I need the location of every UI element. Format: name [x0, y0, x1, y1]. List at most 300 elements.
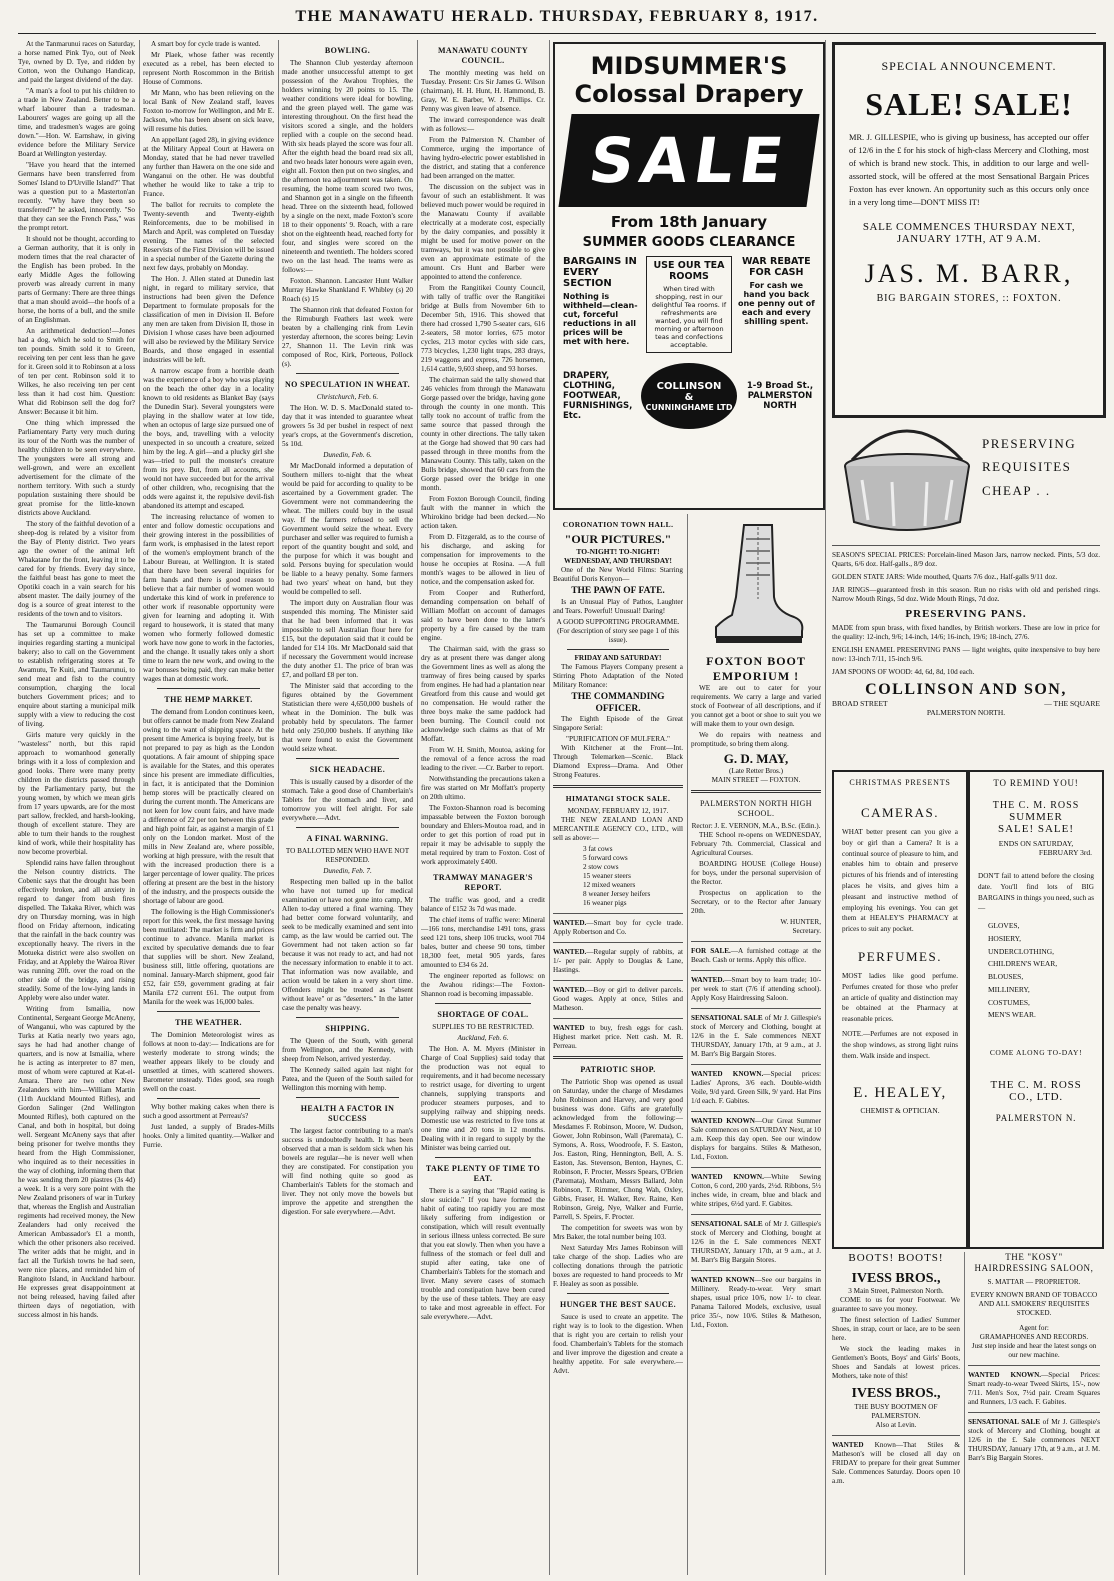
showing-days: WEDNESDAY, AND THURSDAY! [564, 556, 672, 565]
advert-headline: MIDSUMMER'S [590, 52, 788, 80]
article-paragraph: A smart boy for cycle trade is wanted. [151, 40, 261, 48]
column-rule [139, 40, 140, 1575]
divider [553, 980, 683, 981]
column-rule [549, 40, 550, 1575]
ad-lead: SENSATIONAL SALE [691, 1014, 763, 1023]
article-paragraph: Is an Unusual Play of Pathos, Laughter and Tears. Powerful! Unusual! Daring! [553, 597, 683, 615]
store-name: THE C. M. ROSS [992, 800, 1080, 811]
signature-name: W. HUNTER, [780, 918, 821, 927]
article-paragraph: One of the New World Films: Starring Beautiful Doris Kenyon— [553, 565, 683, 583]
classified-ad [553, 948, 683, 975]
store-tagline: THE BUSY BOOTMEN OF PALMERSTON. [854, 1402, 938, 1420]
divider [296, 758, 399, 759]
ross-item: CHILDREN'S WEAR, [988, 959, 1058, 969]
cameras-heading: CAMERAS. [860, 805, 940, 820]
ad-lead: WANTED. [553, 947, 587, 956]
divider [296, 1097, 399, 1098]
ivess-advert [832, 1252, 960, 1575]
article-paragraph: Respecting men balled up in the ballot who have not turned up for medical examination or have not gone into camp, Mr Allen to-day uttered a final warning. They had better come forward voluntarily, and seek to be medically examined and sent into camp, as the law would be carried out. The Government had not taken action so far because it was not ready to act, and had not the necessary information to enable it to act. That information was now available, and action would be taken in a very short time. Offenders might be treated as "absent without leave" or as "deserters." In the latter case the penalty was heavy. [282, 878, 413, 1012]
story-note: (For description of story see page 1 of this issue). [557, 626, 679, 644]
article-paragraph: Mr Plaek, whose father was recently executed as a rebel, has been elected to represent North Roscommon in the British House of Commons. [143, 51, 274, 86]
stock-item: 16 weaner pigs [583, 898, 627, 907]
article-paragraph: BOARDING HOUSE (College House) for boys, under the personal supervision of the Rector. [691, 860, 821, 887]
article-paragraph: At the Tanmarunui races on Saturday, a horse named Pink Tyo, out of Neek Tye, owned by D. Tye, and ridden by Cotton, won the Ouhango Handicap, and paid the largest dividend of the day. [18, 40, 135, 84]
article-paragraph: Sauce is used to create an appetite. The right way is to look to the digestion. When that is right you are certain to relish your food. Chamberlain's Tablets for the stomach and liver improve the digestion and create a healthy appetite. For sale everywhere.—Advt. [553, 1312, 683, 1375]
boots-heading: BOOTS! BOOTS! [848, 1252, 944, 1264]
divider [691, 1064, 821, 1065]
article-paragraph: From D. Fitzgerald, as to the course of his discharge, and asking for compensation for improvements to the house he occupies at Rosina. —A full month's wages to be allowed in lieu of notice, and the compensation asked for. [421, 533, 545, 586]
logo-text: CUNNINGHAME LTD [645, 402, 733, 412]
classified-ad [691, 1117, 821, 1162]
bargains-text: Nothing is withheld—clean-cut, forceful reductions in all prices will be met with here. [563, 292, 638, 346]
article-paragraph: The chairman said the tally showed that 246 vehicles from through the Manawatu Gorge passed over the bridge, having gone through the county in one month. This tally took no account of traffic from the same source that passed through the county in other directions. The tally taken at the Gorge had showed that 90 cars had passed through in three months from the Manawatu County. This tally, taken on the Bulls bridge, showed that 60 cars from the Gorge passed over the bridge in one month. [421, 376, 545, 492]
store-address: 3 Main Street, Palmerston North. [848, 1287, 944, 1296]
advert-footer [555, 353, 823, 429]
article-paragraph: We stock the leading makes in Gentlemen's Boots, Boys' and Girls' Boots, Shoes and Sandals at lowest prices. Mothers, take note of this! [832, 1345, 960, 1381]
article-paragraph: The largest factor contributing to a man's success is undoubtedly health. It has been observed that a man is seldom sick when his bowels are regular—he is never well when they are constipated. For constipation you will find nothing quite so good as Chamberlain's Tablets for the stomach and liver. They not only move the bowels but improve the appetite and strengthen the digestion. For sale everywhere.—Advt. [282, 1127, 413, 1216]
tea-rooms-text: When tired with shopping, rest in our delightful Tea rooms. If refreshments are wanted, you will find morning or afternoon teas and confections acceptable. [651, 285, 727, 349]
hunger-heading: HUNGER THE BEST SAUCE. [559, 1299, 677, 1309]
gramaphones: GRAMAPHONES AND RECORDS. [979, 1332, 1089, 1341]
article-paragraph: The import duty on Australian flour was suspended this morning. The Minister said that he had been informed that it was impossible to sell Australian flour here for £15, but the deputation said that it could be landed for £14 10s. Mr MacDonald said that if necessary the Government would increase the duty another £1. The price of bran was £7, and pollard £8 per ton. [282, 599, 413, 679]
healey-advert [832, 770, 968, 1249]
divider [691, 970, 821, 971]
preserving-advert [832, 420, 1100, 758]
boot-emporium-heading: FOXTON BOOT EMPORIUM ! [706, 654, 806, 683]
our-pictures-title: "OUR PICTURES." [564, 532, 672, 547]
article-paragraph: The Eighth Episode of the Great Singapore Serial: [553, 715, 683, 733]
company-town: PALMERSTON N. [995, 1113, 1077, 1124]
ross-item-list [988, 920, 1102, 1022]
stock-item: 12 mixed weaners [583, 880, 636, 889]
ross-advert [968, 770, 1104, 1249]
divider [157, 1011, 260, 1012]
article-paragraph: A narrow escape from a horrible death was the experience of a boy who was playing on the beach the other day in a locality known to old residents as Blanket Bay (says the Dunedin Star). Several youngsters were playing in the shallow water at low tide, when an octopus of large size pursued one of the boys, and, travelling with a velocity unexpected in so uncouth a creature, seized him by the leg. A girl—and a plucky girl she was—tried to pull the monster's creature from its prey. But, from all accounts, she would not have succeeded but for the arrival of other children, who, recognising that the odds were against it, the repulsive devil-fish abandoned its attempt and escaped. [143, 367, 274, 510]
shop-sub: (Late Retter Bros.) [728, 767, 784, 776]
divider [567, 649, 669, 650]
article-paragraph: The monthly meeting was held on Tuesday. Present: Crs Sir James G. Wilson (chairman), H. H. Hunt, H. Hammond, B. Gray, W. E. Barber, W. J. Phillips. Cr. Penny was given leave of absence. [421, 69, 545, 113]
shipping-heading: SHIPPING. [325, 1024, 370, 1033]
divider [691, 1111, 821, 1112]
hemp-market-heading: THE HEMP MARKET. [164, 695, 253, 704]
divider [553, 785, 683, 788]
perfumes-text: MOST ladies like good perfume. Perfumes created for those who prefer an article of quality and distinction may be obtained at the Pharmacy at reasonable prices. [842, 971, 958, 1024]
store-logo [633, 363, 745, 429]
advert-headline: Colossal Drapery [574, 80, 804, 108]
preserving-top [832, 420, 1100, 540]
classified-ad [553, 919, 683, 937]
article-paragraph: The competition for sweets was won by Mrs Baker, the total number being 103. [553, 1223, 683, 1241]
ad-text: —Our Great Summer Sale commences on SATURDAY Next, at 10 a.m. Keep this day open. See our window displays for bargains. Stiles & Matheson, Ltd., Foxton. [691, 1117, 821, 1162]
dateline: Dunedin, Feb. 7. [323, 867, 372, 875]
divider [691, 941, 821, 942]
bowling-heading: BOWLING. [324, 46, 371, 55]
divider [296, 1017, 399, 1018]
ad-lead: WANTED [553, 1023, 585, 1032]
article-paragraph: From the Rangitikei County Council, with tally of traffic over the Rangitikei bridge at Bulls from November 6th to December 5th, 1916. This showed that there had crossed 1,790 5-seater cars, 616 2-seaters, 58 motor lorries, 675 motor cycles, 213 motor cycles with side cars, 773 bicycles, 1,230 light traps, 283 drays, 219 waggons and express, 726 horsemen, 1,614 cattle, 9,603 sheep, and 93 horses. [421, 284, 545, 373]
stock-item: 5 forward cows [583, 853, 628, 862]
barr-sale-advert [832, 42, 1106, 418]
column-2 [143, 40, 274, 1575]
classified-ad [832, 1441, 960, 1486]
article-paragraph: Writing from Ismailia, now Continental, Sergeant George McAneny, of Wanganui, who was captured by the Turks at Katia nearly two years ago, says he had had another change of quarters, and is now at Ismailia, where he is acting as interpreter to 87 men, most of whom were captured at Kat-el-Amara. There are two other New Zealanders with him—William Martin (11th Auckland Mounted Rifles), and Gordon Salinger (2nd Wellington Mounted Rifles), both captured on the Canal, and both in hospital, but doing well. Sergeant McAneny says that after being prisoner for twelve months they heard from the High Commissioner, who inquired as to their necessities in the way of clothing, informing them that he was sending them 20 piastres (3s 4d) a week. It is a very sore point with the New Zealand prisoners of war in Turkey that, whereas the English and Australian regiments had received money, the New Zealanders had only received the American Ambassador's £1 a month, which the other prisoners also received. The writer adds that he might, and in fact all the Turkish towns he had seen, were nice places, and reminded him of Rangitoto Island, in Auckland harbour. He expresses great disappointment at not being released, having failed after thirteen days of negotiation, with success almost in his hands. [18, 1005, 135, 1319]
ad-text: —See our bargains in Millinery. Ready-to-wear. Very smart shapes, usual price 10/6, now 1/- to clear. Panama Tailored Models, exclusive, usual price 35/-, now 10/6. Stiles & Matheson, Ltd., Foxton. [691, 1276, 821, 1330]
subheading: SUPPLIES TO BE RESTRICTED. [432, 1023, 534, 1031]
classified-ad [691, 1220, 821, 1265]
article-paragraph: "Have you heard that the interned Germans have been transferred from Somes' Island to D'Urville Island?" That was a question put to a Masterton'an recently. "Why have they been so transferred?" he asked, innocently. "So that they can see the French Pass," was the prompt retort. [18, 161, 135, 232]
ad-lead: WANTED KNOWN. [968, 1370, 1042, 1379]
article-paragraph: The Hon. W. D. S. MacDonald stated to-day that it was intended to guarantee wheat growers 5s 3d per bushel in respect of next year's crops, at the Government's discretion, 5s 10d. [282, 404, 413, 448]
ends-line: ENDS ON SATURDAY, [998, 839, 1074, 848]
final-warning-heading: A FINAL WARNING. [306, 834, 389, 843]
article-paragraph: The Kennedy sailed again last night for Patea, and the Queen of the South sailed for Wellington this morning with hemp. [282, 1066, 413, 1092]
ad-lead: FOR SALE. [691, 947, 731, 956]
price-list-item: JAM SPOONS OF WOOD: 4d, 6d, 8d, 10d each. [832, 668, 975, 676]
coronation-heading: CORONATION TOWN HALL. [562, 520, 674, 529]
article-paragraph: The following is the High Commissioner's report for this week, the first message having been mutilated: The market is firm and prices continue to advance. Manila market is excited by speculative demands due to fear that supplies will be short. New Zealand, business still, little offering, quotations are nominal. January-March shipment, good fair £52, fair £59, government grading at fair Manila £72 current £61. The output from Manila for the week was 16,000 bales. [143, 908, 274, 1006]
classified-ad [553, 986, 683, 1013]
ad-lead: SENSATIONAL SALE [968, 1417, 1041, 1426]
ad-text: to buy, fresh eggs for cash. Highest market price. Nett cash. M. R. Perreau. [553, 1023, 683, 1050]
ross-item: UNDERCLOTHING, [988, 946, 1055, 956]
masthead-rule [18, 33, 1096, 34]
coal-heading: SHORTAGE OF COAL. [437, 1010, 529, 1019]
article-paragraph: This is usually caused by a disorder of the stomach. Take a good dose of Chamberlain's Tablets for the stomach and liver, and tomorrow you will feel alright. For sale everywhere.—Advt. [282, 778, 413, 822]
chemist-name: E. HEALEY, [853, 1085, 947, 1102]
ad-text: —Smart boy to learn trade; 10/- per week to start (7/6 if attending school). Apply Kosy Hairdressing Saloon. [691, 976, 821, 1003]
film-title: THE COMMANDING OFFICER. [571, 691, 665, 714]
dateline: Christchurch, Feb. 6. [316, 393, 379, 401]
ad-lead: WANTED KNOWN. [691, 1070, 764, 1079]
article-paragraph: We do repairs with neatness and promptitude, so bring them along. [691, 731, 821, 748]
column-6 [691, 514, 821, 1575]
boot-icon [706, 519, 806, 649]
special-announcement: SPECIAL ANNOUNCEMENT. [881, 59, 1057, 73]
divider [968, 1412, 1100, 1413]
ad-lead: WANTED. [553, 985, 587, 994]
ad-text: —Special prices: Ladies' Aprons, 3/6 each. Double-width Voile, 9/d yard. Green Silk, 9/ yard. Hat Pins 1/d each. F. Gabites. [691, 1070, 821, 1106]
article-paragraph: Next Saturday Mrs James Robinson will take charge of the shop. Ladies who are collecting donations through the patriotic boxes are requested to hand proceeds to Mr F. Healey as soon as possible. [553, 1243, 683, 1288]
divider [691, 1270, 821, 1271]
ad-text: of Mr J. Gillespie's stock of Mercery and Clothing, bought at 12/6 in the £. Sale commences NEXT THURSDAY, January 17th, at 9 a.m., at J. M. Barr's Big Bargain Stores. [691, 1014, 821, 1059]
store-name: IVESS BROS., [851, 1386, 941, 1402]
article-paragraph: The increasing reluctance of women to enter and follow domestic occupations and their growing interest in the possibilities of farm work, is emphasised in the latest report of the women's employment branch of the Labour Bureau, at Wellington. It is stated that there have been several inquiries for farm hands and there is good reason to believe that a fair number of women would undertake this kind of work in preference to other work if reasonable opportunity were given for learning and adopting it. With regard to housework, it is stated that many women who formerly followed domestic work have now gone to work in the factories, and the change. It usually takes only a short time to learn the new work, and owing to the war bonuses being paid, they can make better wages than at domestic work. [143, 513, 274, 683]
stock-item: 15 weaner steers [583, 871, 631, 880]
ad-text: —White Sewing Cotton, 6 cord, 200 yards, 2½d. Ribbons, 5½ inches wide, in cream, blue and black and white stripes, 6½d yard. F. Gabites. [691, 1173, 821, 1209]
ross-item: MILLINERY, [988, 984, 1030, 994]
price-list-item: GOLDEN STATE JARS: Wide mouthed, Quarts 7/6 doz., Half-galls 9/11 doz. [832, 573, 1058, 581]
sale-banner: SALE [558, 114, 819, 207]
ad-text: Known—That Stiles & Matheson's will be closed all day on FRIDAY to prepare for their great Summer Sale. Commences Saturday. Doors open 10 a.m. [832, 1440, 960, 1485]
announcement-text: MR. J. GILLESPIE, who is giving up business, has accepted our offer of 12/6 in the £ for his stock of high-class Mercery and Clothing, most of which is brand new stock. This, in addition to our large and well-assorted stock, will be offered at the most Sensational Bargain Prices Foxton has ever known. An opportunity such as this occurs only once in a very long time—DON'T MISS IT! [849, 133, 1089, 208]
article-paragraph: With Kitchener at the Front—Int. Through Telemarken—Scenic. Black Diamond Express—Drama. And Other Strong Features. [553, 744, 683, 780]
store-name: JAS. M. BARR, [864, 259, 1074, 289]
classified-ad [691, 947, 821, 965]
shop-name: G. D. MAY, [723, 751, 789, 766]
perfumes-heading: PERFUMES. [858, 948, 942, 964]
preserving-title: PRESERVING REQUISITES CHEAP . . [982, 436, 1077, 498]
divider [968, 1365, 1100, 1366]
health-heading: HEALTH A FACTOR IN SUCCESS [300, 1104, 395, 1123]
advert-features [555, 256, 823, 353]
ad-text: —Special Prices: Smart ready-to-wear Tweed Skirts, 15/-, now 7/11. Men's Sox, 7½d pair. Cream Squares and Runners, 1/3 each. F. Gabites. [968, 1370, 1100, 1406]
article-paragraph: There is a saying that "Rapid eating is slow suicide." If you have formed the habit of eating too rapidly you are most likely suffering from indigestion or constipation, which will result eventually in serious illness unless corrected. Be sure that you eat slowly. Then when you have a fullness of the stomach or feel dull and stupid after eating, take one of Chamberlain's Tablets for the stomach and liver. Many severe cases of stomach trouble and constipation have been cured by the use of these tablets. They are easy to take and most agreeable in effect. For sale everywhere.—Advt. [421, 1187, 545, 1321]
ross-item: COSTUMES, [988, 997, 1030, 1007]
chemist-title: CHEMIST & OPTICIAN. [860, 1106, 940, 1116]
column-1 [18, 40, 135, 1575]
ad-text: —A furnished cottage at the Beach. Cash or terms. Apply this office. [691, 947, 821, 965]
article-paragraph: The Queen of the South, with general from Wellington, and the Kennedy, with sheep from Nelson, arrived yesterday. [282, 1037, 413, 1063]
tonight-line: TO-NIGHT! TO-NIGHT! [576, 547, 660, 557]
classified-ad [691, 1014, 821, 1059]
dateline: Auckland, Feb. 6. [457, 1034, 509, 1042]
county-council-heading: MANAWATU COUNTY COUNCIL. [437, 46, 529, 65]
subheading: TO BALLOTED MEN WHO HAVE NOT RESPONDED. [285, 847, 410, 864]
tobacco-line: EVERY KNOWN BRAND OF TOBACCO AND ALL SMOKERS' REQUISITES STOCKED. [970, 1290, 1098, 1317]
divider [553, 1056, 683, 1059]
article-paragraph: The Taumarunui Borough Council has set up a committee to make inquiries regarding starting a municipal bakery; also to call on the Government to establish refrigerating stores at Te Awamutu, Te Kuiti, and Taumarunui, to send meat and fish to the country consumption, charging the local butchers Government prices; and to enquire about starting a municipal milk supply with a view to reducing the cost of living. [18, 621, 135, 728]
store-name: IVESS BROS., [851, 1270, 941, 1286]
column-rule [687, 514, 688, 1575]
address-street: BROAD STREET [832, 699, 888, 708]
latest-songs: Just step inside and hear the latest songs on our new machine. [971, 1341, 1097, 1359]
price-list-item: MADE from spun brass, with fixed handles, by British workers. These are low in price for the quality: 12-inch, 9/6; 14-inch, 14/6; 16-inch, 19/6; 18-inch, 27/6. [832, 624, 1100, 641]
ends-date: FEBRUARY 3rd. [1038, 848, 1092, 857]
sale-commences: SALE COMMENCES THURSDAY NEXT, JANUARY 17TH, AT 9 A.M. [862, 221, 1076, 246]
divider [832, 545, 1100, 546]
summer-line: SUMMER [1009, 811, 1063, 823]
divider [296, 373, 399, 374]
article-paragraph: The Famous Players Company present a Stirring Photo Adaptation of the Noted Military Romance: [553, 662, 683, 689]
classified-ad [691, 1276, 821, 1330]
column-5 [553, 514, 683, 1575]
ad-text: of Mr J. Gillespie's stock of Mercery and Clothing, bought at 12/6 in the £. Sale commences NEXT THURSDAY, January 17th, at 9 a.m., at J. M. Barr's Big Bargain Stores. [691, 1220, 821, 1265]
column-rule [964, 1252, 965, 1575]
classified-ad [691, 976, 821, 1003]
article-paragraph: From Cooper and Rutherford, demanding compensation on behalf of William Moffatt on account of damages said to have been done to the latter's property by a fire caused by the tram engine. [421, 589, 545, 642]
article-paragraph: The Shannon Club yesterday afternoon made another unsuccessful attempt to get possession of the Awahou Trophies, the holders winning by 20 points to 15. The weather conditions were ideal for bowling, and the green played well. The game was interesting throughout. On the first head the visitors scored a single, and the holders replied with a couple on the second head. With six heads played the score was four all. After the eighth head the board read six all, and two heads later honours were again even, eight all. Foxton then put on two singles, and the afternoon tea adjournment was taken. On resuming, the home team scored two twos, and Shannon got in a single on the fifteenth head. Three on the sixteenth head, followed by a single on the next, made Foxton's score 18 to their opponents' 9. Roach, with a rare shot on the eighteenth head, reached forty for four, and singles were scored on the nineteenth and twentieth. The holders scored two on the last head. The teams were as follows:— [282, 59, 413, 274]
showing-days: FRIDAY AND SATURDAY! [574, 653, 662, 662]
article-paragraph: The inward correspondence was dealt with as follows:— [421, 116, 545, 133]
article-paragraph: The chief items of traffic were: Mineral—166 tons, merchandise 1491 tons, grass seed 121 tons, sheep 106 trucks, wool 704 bales, butter and cheese 90 tons, timber 18,300 feet, metal 905 yards, fares amounted to £34 6s 2d. [421, 916, 545, 969]
ross-text: DON'T fail to attend before the closing date. You'll find lots of BIG BARGAINS in things you need, such as— [978, 872, 1094, 913]
ad-lead: SENSATIONAL SALE [691, 1220, 763, 1229]
article-paragraph: THE NEW ZEALAND LOAN AND MERCANTILE AGENCY CO., LTD., will sell as above:— [553, 815, 683, 842]
stock-item: 3 fat cows [583, 844, 613, 853]
article-paragraph: The Dominion Meteorologist wires as follows at noon to-day:— Indications are for westerly moderate to strong winds; the weather appears likely to be cloudy and unsettled at times, with scattered showers. Barometer unsteady. Tides good, sea rough swell on the coast. [143, 1031, 274, 1093]
column-rule [278, 40, 279, 1575]
ad-text: —Boy or girl to deliver parcels. Good wages. Apply at once, Stiles and Matheson. [553, 985, 683, 1012]
article-paragraph: The Chairman said, with the grass so dry as at present there was danger along the Government lines as well as along the tramway of fires being caused by sparks from engines. He had had a plantation near Greatford from this cause and would get no compensation. He would rather the three boys make the same paddock had been burning. The Council could not acknowledge such claims as that of Mr Moffatt. [421, 645, 545, 743]
tea-rooms-title: USE OUR TEA ROOMS [653, 260, 725, 282]
store-address: 1-9 Broad St., PALMERSTON NORTH [746, 381, 814, 411]
article-paragraph: The Minister said that according to the figures obtained by the Government Statistician there were 4,650,000 bushels of wheat in the Dominion. The bulk was probably held by speculators. The farmer held only 250,000 bushels. If anything like that were found to exist the Government would seize wheat. [282, 682, 413, 753]
bargains-section [563, 256, 640, 353]
store-name: COLLINSON AND SON, [865, 681, 1067, 698]
sale-date: MONDAY, FEBRUARY 12, 1917. [567, 806, 669, 815]
column-rule [825, 40, 826, 1575]
war-rebate-title: WAR REBATE FOR CASH [741, 256, 811, 278]
divider [691, 1008, 821, 1009]
article-paragraph: From the Palmerston N. Chamber of Commerce, urging the importance of having hydro-electric power established in the district, and stating that a conference had been arranged on the matter. [421, 136, 545, 180]
ross-item: BLOUSES, [988, 972, 1024, 982]
divider [435, 1003, 531, 1004]
article-paragraph: The finest selection of Ladies' Summer Shoes, in strap, court or lace, are to be seen here. [832, 1316, 960, 1343]
article-paragraph: The demand from London continues keen, but offers cannot be made from New Zealand owing to the want of shipping space. At the present time America is buying freely, but is not prepared to pay as high as the London quotations. A fair amount of shipping space is available for the States, and this operates since his present are immediate difficulties, in fact, it is anticipated that the Dominion hemp stores will be practically cleared on during the current month. The Americans are not keen for low count fairs, and have made a difference of 22 per ton between this grade and high point fair, as against a margin of £1 only on the London market. Most of the mills in New Zealand are, where possible, working at high pressure, with the result that with the increased production there is a larger percentage of lower quality. The prices offering at present are the best in the history of the industry, and the prospects outside the shortage of labour are good. [143, 708, 274, 905]
support-programme: A GOOD SUPPORTING PROGRAMME. [556, 617, 680, 626]
sale-date: From 18th January [610, 213, 768, 231]
masthead-title: THE MANAWATU HERALD. THURSDAY, FEBRUARY 8, 1917. [295, 8, 819, 25]
divider [691, 1214, 821, 1215]
ad-text: —Regular supply of rabbits, at 1/- per pair. Apply to Douglas & Lane, Hastings. [553, 947, 683, 974]
article-paragraph: WE are out to cater for your requirements. We carry a large and varied stock of Footwear of all descriptions, and if you cannot get a boot or shoe to suit you we will make them to your own design. [691, 684, 821, 728]
weather-heading: THE WEATHER. [175, 1018, 242, 1027]
article-paragraph: The Patriotic Shop was opened as usual on Saturday, under the charge of Mesdames John Robinson and Harvey, and very good business was done. Gifts are gratefully acknowledged from the following:—Mesdames F. Robinson, Moore, W. Dudson, Gower, John Robinson, Wall (Paremata), C. Symons, A. Ross, Woodroofe, F. S. Easton, Jos. Easton, Ring, Hennington, Bell, A. S. Easton, Jas. Stevenson, Benton, Haynes, C. Robinson, F. Procter, Messrs Spears, O'Brien (Paremata), Moxham, Messrs Ballard, John Robinson, T. Rimmer, Chong Wah, Oxley, Gibbs, Fraser, H. Walker, Rev. Raine, Ken Robinson, Greig, Nye, Walker and Furrie, Parrell, S. Speirs, F. Procter. [553, 1077, 683, 1221]
article-paragraph: The Shannon rink that defeated Foxton for the Rimuburgh Feathers last week were beaten by a challenging rink from Levin yesterday afternoon, the scores being: Levin 27, Shannon 11. The Levin rink was composed of Roc, Kirk, Porteous, Pollock (s). [282, 306, 413, 368]
goods-list: DRAPERY, CLOTHING, FOOTWEAR, FURNISHINGS, Etc. [563, 371, 633, 421]
ad-lead: WANTED KNOWN. [691, 1173, 764, 1182]
serial-title: "PURIFICATION OF MULFERA." [566, 735, 670, 744]
divider [691, 1167, 821, 1168]
logo-oval [641, 363, 737, 429]
article-paragraph: "A man's a fool to put his children to a trade in New Zealand. Better to be a wharf labourer than a tradesman. Labourers' wages are going up all the time, and tradesmen's wages are going down."—Hon. W. Earnshaw, in giving evidence before the Military Service Board at Wellington yesterday. [18, 87, 135, 158]
store-branch: Also at Levin. [875, 1420, 917, 1429]
war-rebate-text: For cash we hand you back one penny out of each and every shilling spent. [737, 281, 815, 326]
article-paragraph: It should not be thought, according to a German authority, that it is only in modern times that the real character of the English has been probed. In the early Middle Ages the following proverb was already current in many parts of Germany: There are three things that a man should avoid—the hoofs of a horse, the horns of a bull, and the smile of an Englishman. [18, 235, 135, 324]
article-paragraph: The Hon. J. Allen stated at Dunedin last night, in regard to military service, that instructions had been given the Defence Department to formulate proposals for the classification of men in Division II. Before any men are taken from Division II, those in Division I whose cases have been adjourned will also be reviewed by the Military Service Boards, and those engaged in essential industries will be left. [143, 275, 274, 364]
article-paragraph: From W. H. Smith, Moutoa, asking for the removal of a fence across the road leading to the river. —Cr. Barber to report. [421, 746, 545, 772]
ad-lead: WANTED [832, 1440, 864, 1449]
divider [553, 942, 683, 943]
divider [553, 1018, 683, 1019]
remind-heading: TO REMIND YOU! [993, 778, 1079, 788]
preserving-pan-icon [832, 420, 982, 540]
dateline: Dunedin, Feb. 6. [323, 451, 372, 459]
price-list-item: SEASON'S SPECIAL PRICES: Porcelain-lined Mason Jars, narrow necked. Pints, 5/3 doz. Quarts, 6/6 doz. Half-galls., 8/9 doz. [832, 551, 1100, 568]
midsummer-sale-advert [553, 42, 825, 510]
article-paragraph: Splendid rains have fallen throughout the Nelson country districts. The Cobenic says that the drought has been effectively broken, and all anxiety in regard to danger from bush fires dispelled. The Takaka River, which was dry on Thursday morning, was in high flood on Friday afternoon, indicating that the rainfall in the back country was exceptionally heavy. The rivers in the Motueka district were also swollen on Friday, and at Appleby the Wairoa River was running 20ft. over the road on the other side of the bridge, and rising steadily. Some of the low-lying lands in Appleby were also under water. [18, 859, 135, 1002]
stock-list [553, 845, 683, 908]
article-paragraph: Mr Mann, who has been relieving on the local Bank of New Zealand staff, leaves Foxton to-morrow for Wellington, and Mr E. Jackson, who has been absent on sick leave, will resume his duties. [143, 89, 274, 133]
summer-clearance: SUMMER GOODS CLEARANCE [582, 235, 796, 250]
article-paragraph: The discussion on the subject was in favour of such an establishment. It was believed much power would be required in the Manawatu County if available electrically at a moderate cost, especially by the dairy companies, and possibly it might be used for motive power on the tramways, but it was not possible to give even an approximate estimate of the amount. Crs Hunt and Barber were appointed to attend the conference. [421, 183, 545, 281]
article-paragraph: From Foxton Borough Council, finding fault with the manner in which the Whirokino bridge had been decked.—No action taken. [421, 495, 545, 530]
logo-text: & [684, 391, 694, 403]
pans-heading: PRESERVING PANS. [905, 608, 1027, 620]
classified-ad [691, 1173, 821, 1209]
bargains-title: BARGAINS IN EVERY SECTION [563, 256, 637, 289]
himatangi-heading: HIMATANGI STOCK SALE. [565, 794, 671, 804]
proprietor: S. MATTAR — PROPRIETOR. [987, 1277, 1081, 1286]
article-paragraph: Notwithstanding the precautions taken a fire was started on Mr Moffatt's property on 20th ultimo. [421, 775, 545, 801]
ross-item: GLOVES, [988, 921, 1020, 931]
article-paragraph: The story of the faithful devotion of a sheep-dog is related by a visitor from the Bay of Plenty district. Two years ago the owner of the animal left Whakatane for the front, leaving it to be cared for by friends. Every day since, the faithful beast has gone to meet the Opotiki coach in a vain search for his absent master. The daily journey of the dog is a source of great interest to the residents of the town and to visitors. [18, 520, 135, 618]
sale-line: SALE! SALE! [997, 823, 1075, 835]
store-address: BIG BARGAIN STORES, :: FOXTON. [876, 293, 1062, 305]
war-rebate-section [738, 256, 815, 353]
classified-ad [968, 1371, 1100, 1407]
boot-illustration [691, 514, 821, 654]
address-square: — THE SQUARE [1044, 699, 1100, 708]
price-list-item: ENGLISH ENAMEL PRESERVING PANS — light weights, quite inexpensive to buy here now: 13-inch 7/11, 15-inch 9/6. [832, 646, 1100, 663]
classified-ad [968, 1418, 1100, 1463]
column-4 [421, 40, 545, 1575]
article-paragraph: Mr MacDonald informed a deputation of Southern millers to-night that the wheat would be paid for according to quality to be ascertained by a Government grader. The Government were not commandeering the wheat. The millers could buy in the usual way. If the farmers refused to sell the Government would seize the wheat. Every purchaser and seller was required to furnish a report of the quantity bought and sold, and the purpose for which it was bought and sold. Persons buying for speculation would be liable to a heavy penalty. Some farmers had two years' wheat on hand, but they would be compelled to sell. [282, 462, 413, 596]
divider [157, 1098, 260, 1099]
company-name: THE C. M. ROSS CO., LTD. [990, 1079, 1082, 1104]
article-paragraph: Girls mature very quickly in the "wasteless" north, but this rapid approach to womanhood generally brings with it a loss of complexion and good looks. There were many pretty children in the districts passed through by the Parliamentary party, but the young women, by which we mean girls from 17 years upwards, are for the most part sallow, freckled, and harsh-looking, though of excellent stature. They are able to turn their hands to the roughest kind of work, while their hospitality has now become proverbial. [18, 731, 135, 856]
kosy-advert [968, 1252, 1100, 1575]
article-paragraph: The Foxton-Shannon road is becoming impassable between the Foxton borough boundary and Ehlers-Moutoa road, and in order to get this portion of road put in repair it may be advisable to supply the metal required by tram to Foxton. Cost of work approximately £400. [421, 804, 545, 866]
article-paragraph: An arithmetical deduction!—Jones had a dog, which he sold to Smith for ten pounds. Smith sold it to Green, receiving ten per cent less than he gave for it. Green sold it to Robinson at a loss of ten per cent. Robinson sold it to Wilkes, he also receiving ten per cent less than it had cost him. Question: What did Robinson sell the dog for? Answer: Because it bit him. [18, 327, 135, 416]
divider [567, 1293, 669, 1294]
shop-address: MAIN STREET — FOXTON. [711, 776, 801, 785]
tramway-heading: TRAMWAY MANAGER'S REPORT. [433, 873, 533, 892]
ad-text: of Mr J. Gillespie's stock of Mercery and Clothing, bought at 12/6 in the £. Sale commences NEXT THURSDAY, January 17th, at 9 a.m., at J. M. Barr's Big Bargain Stores. [968, 1417, 1100, 1462]
article-paragraph: The traffic was good, and a credit balance of £152 3s 7d was made. [421, 896, 545, 913]
article-paragraph: Foxton. Shannon. Lancaster Hunt Walker Murray Hawke Shankland F. Whibley (s) 20 Roach (s) 15 [282, 277, 413, 303]
rector-line: Rector: J. E. VERNON, M.A., B.Sc. (Edin.). [691, 822, 821, 831]
article-paragraph: One thing which impressed the Parliamentary Party very much during its tour of the North was the number of healthy children to be seen everywhere. The youngsters were all strong and well-grown, and were an excellent advertisement for the climate of the northern territory. With such a sturdy population sustaining there should be great promise for the little-known districts above Auckland. [18, 419, 135, 517]
school-heading: PALMERSTON NORTH HIGH SCHOOL. [700, 799, 812, 819]
article-paragraph: An appellant (aged 28), in giving evidence at the Military Appeal Court at Hawera on Monday, stated that he had never travelled any further than Hawera on the one side and Wanganui on the other. He was doubtful whether he would like to take a trip to France. [143, 136, 274, 198]
column-3 [282, 40, 413, 1575]
ad-lead: WANTED KNOWN [691, 1276, 755, 1285]
divider [691, 790, 821, 793]
film-title: THE PAWN OF FATE. [571, 585, 665, 596]
agent-label: Agent for: [1019, 1323, 1049, 1332]
come-along: COME ALONG TO-DAY! [989, 1048, 1083, 1058]
divider [157, 688, 260, 689]
ad-lead: WANTED. [691, 976, 725, 985]
ross-item: HOSIERY, [988, 933, 1021, 943]
store-address [832, 699, 1100, 708]
divider [296, 827, 399, 828]
article-paragraph: Why bother making cakes when there is such a good assortment at Perreau's? [143, 1103, 274, 1120]
tea-rooms-box [646, 256, 731, 353]
classified-ad [553, 1024, 683, 1051]
stock-item: 2 stow cows [583, 862, 619, 871]
article-paragraph: Just landed, a supply of Brades-Mills hooks. Only a limited quantity.—Walker and Furrie. [143, 1123, 274, 1149]
divider [435, 1157, 531, 1158]
ad-lead: WANTED. [553, 918, 587, 927]
article-paragraph: The Hon. A. M. Myers (Minister in Charge of Coal Supplies) said today that the production was not equal to requirements, and it had become necessary to restrict usage, for diverting to urgent channels, supplying transports and producer steamers purposes, and to supplying railway and shipping needs. Domestic use was restricted to five tons at one time and 20 tons in 12 months. Dealing with it in regard to supply by the Minister was being carried out. [421, 1045, 545, 1152]
divider [553, 913, 683, 914]
perfumes-note: NOTE.—Perfumes are not exposed in the shop windows, as strong light ruins them. Walk inside and inspect. [842, 1029, 958, 1060]
ad-lead: WANTED KNOWN [691, 1117, 755, 1126]
article-paragraph: THE School re-opens on WEDNESDAY, February 7th. Commercial, Classical and Agricultural Courses. [691, 831, 821, 858]
price-list-item: JAR RINGS—guaranteed fresh in this season. Run no risks with old and perished rings. Narrow Mouth Rings, 5d doz. Wide Mouth Rings, 7d doz. [832, 586, 1100, 603]
column-rule [417, 40, 418, 1575]
cameras-text: WHAT better present can you give a boy or girl than a Camera? It is a continual source of pleasure to him, and enables him to obtain and preserve pictures of his friends and of interesting places he visits, and gives him a pleasant and instructive method of employing his evenings. You can get them at HEALEY'S PHARMACY at prices to suit any pocket. [842, 828, 958, 934]
sick-headache-heading: SICK HEADACHE. [309, 765, 386, 774]
christmas-presents: CHRISTMAS PRESENTS [849, 778, 951, 787]
wheat-heading: NO SPECULATION IN WHEAT. [284, 380, 411, 389]
eat-heading: TAKE PLENTY OF TIME TO EAT. [425, 1164, 541, 1183]
patriotic-shop-heading: PATRIOTIC SHOP. [580, 1064, 656, 1074]
signature-title: Secretary. [792, 927, 821, 936]
saloon-name: THE "KOSY" HAIRDRESSING SALOON, [974, 1252, 1094, 1274]
ad-text: —Smart boy for cycle trade. Apply Robertson and Co. [553, 918, 683, 936]
article-paragraph: The ballot for recruits to complete the Twenty-seventh and Twenty-eighth Reinforcements, due to be mobilised in March and April, was completed on Tuesday evening. The names of the selected Reservists of the First Division will be issued in a special number of the Gazette during the next few days, probably on Monday. [143, 201, 274, 272]
stock-item: 8 weaner Jersey heifers [583, 889, 651, 898]
ross-item: MEN'S WEAR. [988, 1010, 1036, 1020]
logo-text: COLLINSON [656, 380, 722, 392]
sale-headline: SALE! SALE! [865, 86, 1073, 122]
article-paragraph: Prospectus on application to the Secretary, or to the Rector after January 20th. [691, 889, 821, 916]
divider [832, 1435, 960, 1436]
address-town: PALMERSTON NORTH. [926, 708, 1006, 717]
